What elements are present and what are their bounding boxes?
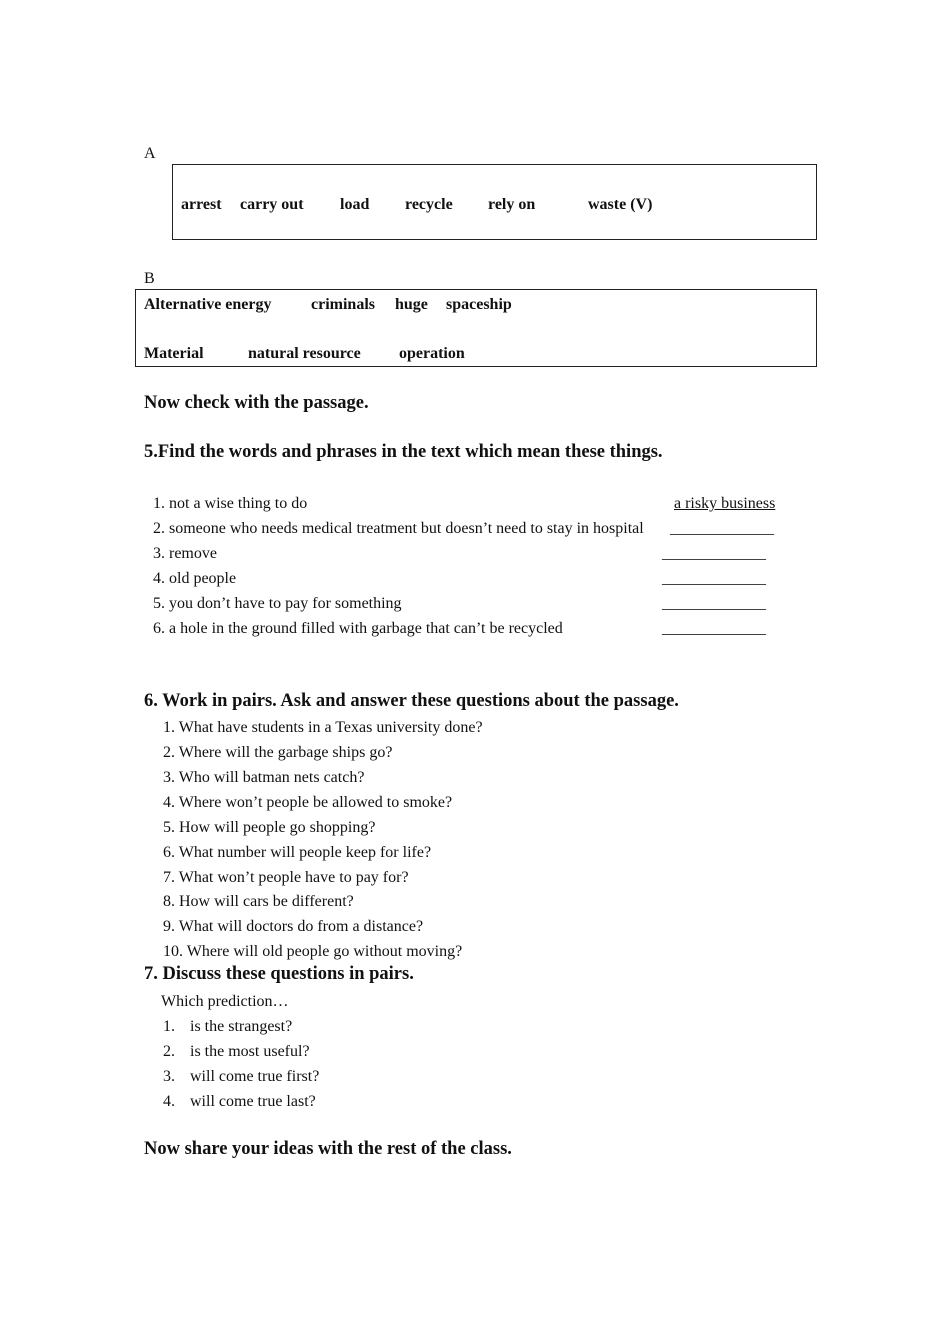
word-load: load <box>340 196 370 213</box>
task6-question-1: 1. What have students in a Texas university done? <box>163 719 483 736</box>
word-alternative-energy: Alternative energy <box>144 296 272 313</box>
task7-item-2-num: 2. <box>163 1043 175 1060</box>
task7-intro: Which prediction… <box>161 993 289 1010</box>
task5-item-4: 4. old people <box>153 570 237 587</box>
task5-answer-6: _____________ <box>662 620 766 637</box>
word-huge: huge <box>395 296 428 313</box>
task5-answer-5: _____________ <box>662 595 766 612</box>
task6-question-2: 2. Where will the garbage ships go? <box>163 744 393 761</box>
section-a-label: A <box>144 145 156 162</box>
task6-question-7: 7. What won’t people have to pay for? <box>163 869 409 886</box>
task6-question-3: 3. Who will batman nets catch? <box>163 769 365 786</box>
word-recycle: recycle <box>405 196 453 213</box>
task5-item-5: 5. you don’t have to pay for something <box>153 595 402 612</box>
word-box-a <box>172 164 817 240</box>
task6-question-4: 4. Where won’t people be allowed to smoke? <box>163 794 453 811</box>
task7-item-2: is the most useful? <box>190 1043 310 1060</box>
task7-item-1-num: 1. <box>163 1018 175 1035</box>
task7-item-1: is the strangest? <box>190 1018 293 1035</box>
task5-answer-2: _____________ <box>670 520 774 537</box>
word-carry-out: carry out <box>240 196 304 213</box>
task7-heading: 7. Discuss these questions in pairs. <box>144 964 414 984</box>
word-natural-resource: natural resource <box>248 345 361 362</box>
section-b-label: B <box>144 270 155 287</box>
task7-item-3: will come true first? <box>190 1068 320 1085</box>
task6-question-6: 6. What number will people keep for life? <box>163 844 432 861</box>
share-ideas-heading: Now share your ideas with the rest of the class. <box>144 1139 512 1159</box>
task7-item-4: will come true last? <box>190 1093 316 1110</box>
word-rely-on: rely on <box>488 196 536 213</box>
word-box-b <box>135 289 817 367</box>
task5-item-2: 2. someone who needs medical treatment but doesn’t need to stay in hospital <box>153 520 644 537</box>
task5-heading: 5.Find the words and phrases in the text which mean these things. <box>144 442 663 462</box>
task6-question-8: 8. How will cars be different? <box>163 893 354 910</box>
task5-item-6: 6. a hole in the ground filled with garbage that can’t be recycled <box>153 620 563 637</box>
task5-answer-1: a risky business <box>674 495 776 512</box>
word-arrest: arrest <box>181 196 222 213</box>
word-criminals: criminals <box>311 296 375 313</box>
task5-answer-3: _____________ <box>662 545 766 562</box>
task6-heading: 6. Work in pairs. Ask and answer these questions about the passage. <box>144 691 679 711</box>
word-operation: operation <box>399 345 465 362</box>
word-material: Material <box>144 345 204 362</box>
task7-item-3-num: 3. <box>163 1068 175 1085</box>
task7-item-4-num: 4. <box>163 1093 175 1110</box>
task5-item-3: 3. remove <box>153 545 217 562</box>
check-passage-heading: Now check with the passage. <box>144 393 369 413</box>
word-waste: waste (V) <box>588 196 653 213</box>
task6-question-5: 5. How will people go shopping? <box>163 819 376 836</box>
task5-answer-4: _____________ <box>662 570 766 587</box>
task6-question-10: 10. Where will old people go without moving? <box>163 943 463 960</box>
word-spaceship: spaceship <box>446 296 512 313</box>
task6-question-9: 9. What will doctors do from a distance? <box>163 918 424 935</box>
task5-item-1: 1. not a wise thing to do <box>153 495 308 512</box>
